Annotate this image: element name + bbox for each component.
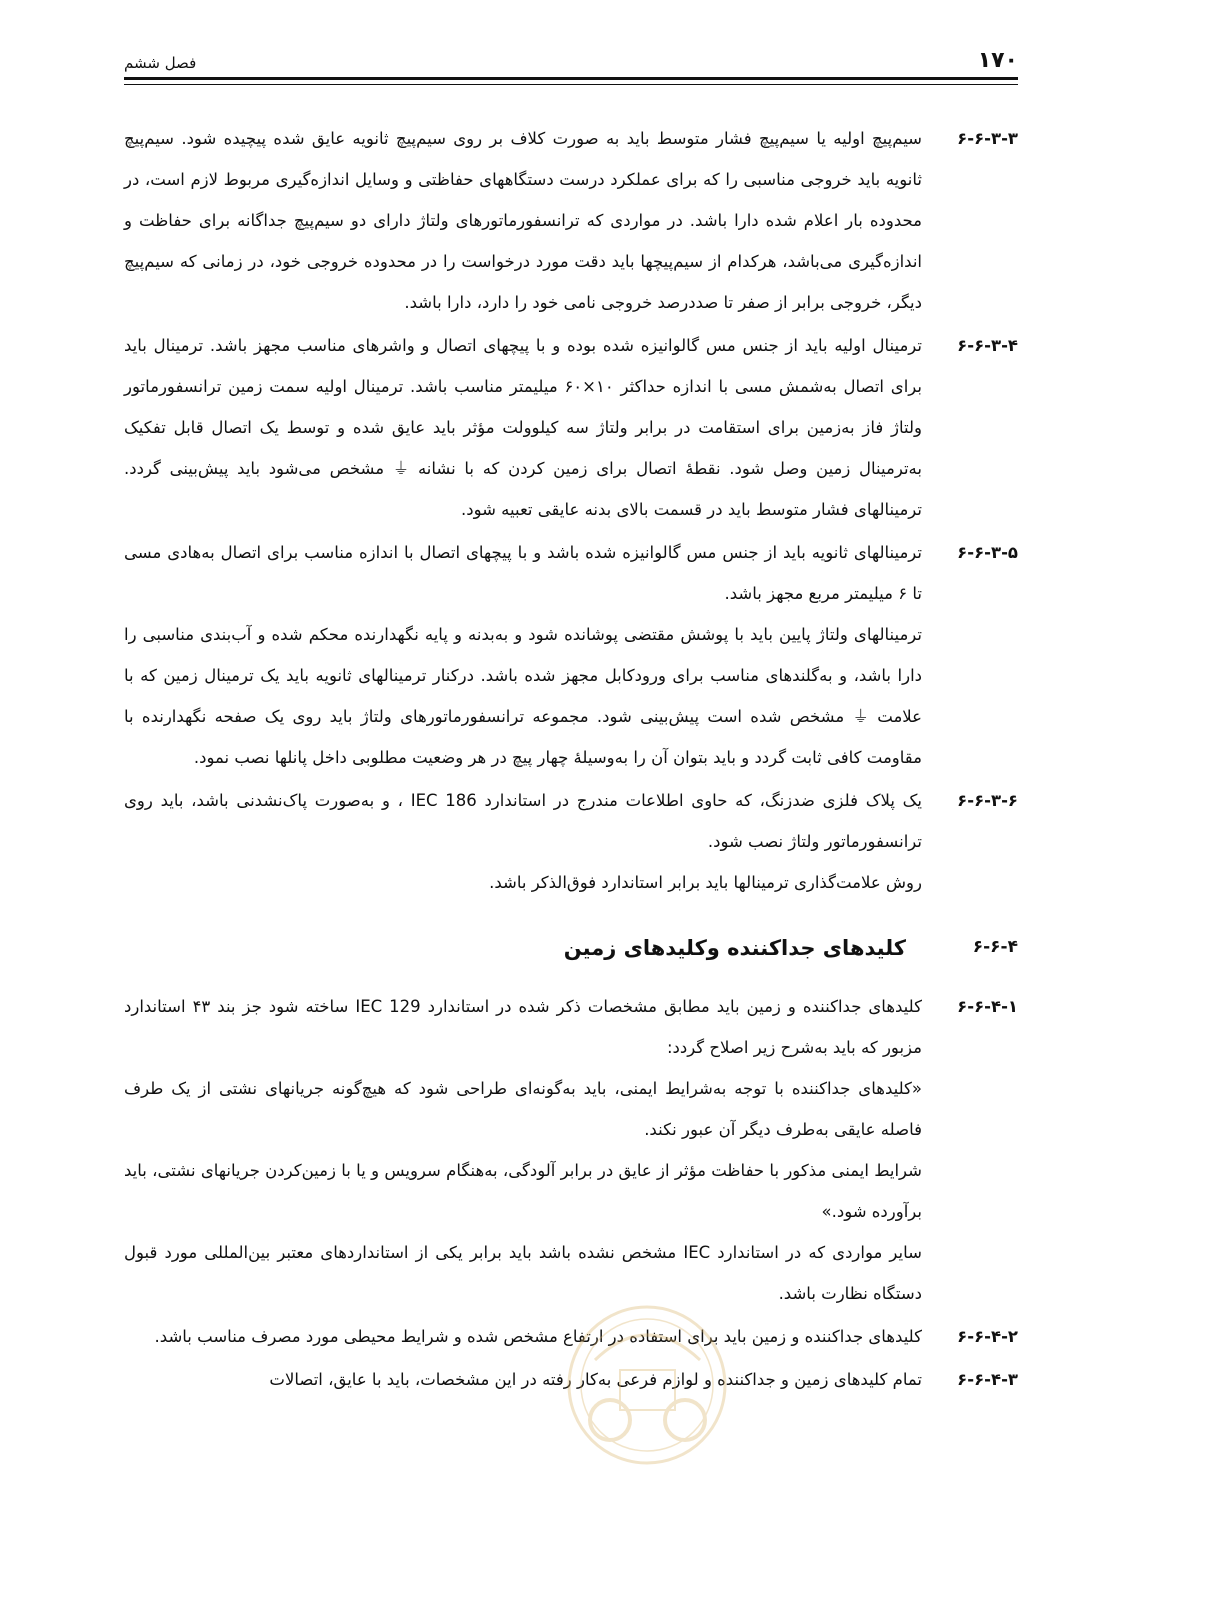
section-heading <box>124 927 1018 968</box>
clause-number: ۶-۶-۴-۳ <box>957 1370 1018 1389</box>
clause <box>124 1316 1018 1357</box>
clause-number: ۶-۶-۴-۱ <box>957 997 1018 1016</box>
clause-number: ۶-۶-۳-۴ <box>957 336 1018 355</box>
clause-body <box>124 780 922 903</box>
section-number: ۶-۶-۴ <box>972 937 1018 957</box>
clause-paragraph: تمام کلیدهای زمین و جداکننده و لوازم فرعی به‌کار رفته در این مشخصات، باید با عایق، اتصالات <box>269 1370 922 1389</box>
clauses-group-b <box>124 986 1018 1400</box>
header-rule-thin <box>124 84 1018 85</box>
clause-body <box>124 325 922 530</box>
clause-number: ۶-۶-۳-۶ <box>957 791 1018 810</box>
clause-paragraph: روش علامت‌گذاری ترمینالها باید برابر استاندارد فوق‌الذکر باشد. <box>489 873 922 892</box>
clauses-group-a <box>124 118 1018 903</box>
clause-body <box>124 118 922 323</box>
header-rule-thick <box>124 77 1018 80</box>
clause-paragraph: شرایط ایمنی مذکور با حفاظت مؤثر از عایق در برابر آلودگی، به‌هنگام سرویس و یا با زمین‌کردن جریانهای نشتی، باید برآورده شود.» <box>124 1161 922 1221</box>
page-content <box>124 118 1018 1402</box>
clause-number: ۶-۶-۳-۵ <box>957 543 1018 562</box>
clause-body <box>124 986 922 1314</box>
clause-body <box>124 532 922 778</box>
clause-number: ۶-۶-۴-۲ <box>957 1327 1018 1346</box>
chapter-title: فصل ششم <box>124 54 197 72</box>
clause-paragraph: ترمینالهای ولتاژ پایین باید با پوشش مقتضی پوشانده شود و به‌بدنه و پایه نگهدارنده محکم شده و آب‌بندی مناسبی را دارا باشد، و به‌گلندهای مناسب برای ورودکابل مجهز شده باشد. درکنار ترمینالهای ثانویه باید یک ترمینال زمین که با علامت ⏚ مشخص شده است پیش‌بینی شود. مجموعه ترانسفورماتورهای ولتاژ باید روی یک صفحه نگهدارنده با مقاومت کافی ثابت گردد و باید بتوان آن را به‌وسیلهٔ چهار پیچ در هر وضعیت مطلوبی داخل پانلها نصب نمود. <box>124 625 922 767</box>
clause-paragraph: سایر مواردی که در استاندارد IEC مشخص نشده باشد باید برابر یکی از استانداردهای معتبر بین‌المللی مورد قبول دستگاه نظارت باشد. <box>124 1243 922 1303</box>
clause-body <box>124 1359 922 1400</box>
clause-paragraph: ترمینال اولیه باید از جنس مس گالوانیزه شده بوده و با پیچهای اتصال و واشرهای مناسب مجهز باشد. ترمینال باید برای اتصال به‌شمش مسی با اندازه حداکثر ۱۰×۶۰ میلیمتر مناسب باشد. ترمینال اولیه سمت زمین ترانسفورماتور ولتاژ فاز به‌زمین برای استقامت در برابر ولتاژ سه کیلوولت مؤثر باید عایق شده و توسط یک اتصال قابل تفکیک به‌ترمینال زمین وصل شود. نقطهٔ اتصال برای زمین کردن که با نشانه ⏚ مشخص می‌شود باید پیش‌بینی گردد. ترمینالهای فشار متوسط باید در قسمت بالای بدنه عایقی تعبیه شود. <box>124 336 922 519</box>
clause-number: ۶-۶-۳-۳ <box>957 129 1018 148</box>
section-title: کلیدهای جداکننده وکلیدهای زمین <box>563 935 906 960</box>
clause <box>124 780 1018 903</box>
clause <box>124 325 1018 530</box>
clause-paragraph: «کلیدهای جداکننده با توجه به‌شرایط ایمنی، باید به‌گونه‌ای طراحی شود که هیچ‌گونه جریانهای نشتی از یک طرف فاصله عایقی به‌طرف دیگر آن عبور نکند. <box>124 1079 922 1139</box>
clause-paragraph: کلیدهای جداکننده و زمین باید مطابق مشخصات ذکر شده در استاندارد IEC 129 ساخته شود جز بند ۴۳ استاندارد مزبور که باید به‌شرح زیر اصلاح گردد: <box>124 997 922 1057</box>
clause-paragraph: سیم‌پیچ اولیه یا سیم‌پیچ فشار متوسط باید به صورت کلاف بر روی سیم‌پیچ ثانویه عایق شده پیچیده شود. سیم‌پیچ ثانویه باید خروجی مناسبی را که برای عملکرد درست دستگاههای حفاظتی و وسایل اندازه‌گیری مربوط لازم است، در محدوده بار اعلام شده دارا باشد. در مواردی که ترانسفورماتورهای ولتاژ دارای دو سیم‌پیچ جداگانه برای حفاظت و اندازه‌گیری می‌باشد، هرکدام از سیم‌پیچها باید دقت مورد درخواست را در محدوده خروجی خود، در زمانی که سیم‌پیچ دیگر، خروجی برابر از صفر تا صددرصد خروجی نامی خود را دارد، دارا باشد. <box>124 129 922 312</box>
clause-paragraph: ترمینالهای ثانویه باید از جنس مس گالوانیزه شده باشد و با پیچهای اتصال با اندازه مناسب برای اتصال به‌هادی مسی تا ۶ میلیمتر مربع مجهز باشد. <box>124 543 922 603</box>
page-number: ۱۷۰ <box>977 48 1018 73</box>
clause <box>124 1359 1018 1400</box>
clause-paragraph: یک پلاک فلزی ضدزنگ، که حاوی اطلاعات مندرج در استاندارد IEC 186 ، و به‌صورت پاک‌نشدنی باشد، باید روی ترانسفورماتور ولتاژ نصب شود. <box>124 791 922 851</box>
clause <box>124 986 1018 1314</box>
clause <box>124 118 1018 323</box>
clause <box>124 532 1018 778</box>
clause-paragraph: کلیدهای جداکننده و زمین باید برای استفاده در ارتفاع مشخص شده و شرایط محیطی مورد مصرف مناسب باشد. <box>154 1327 922 1346</box>
clause-body <box>124 1316 922 1357</box>
